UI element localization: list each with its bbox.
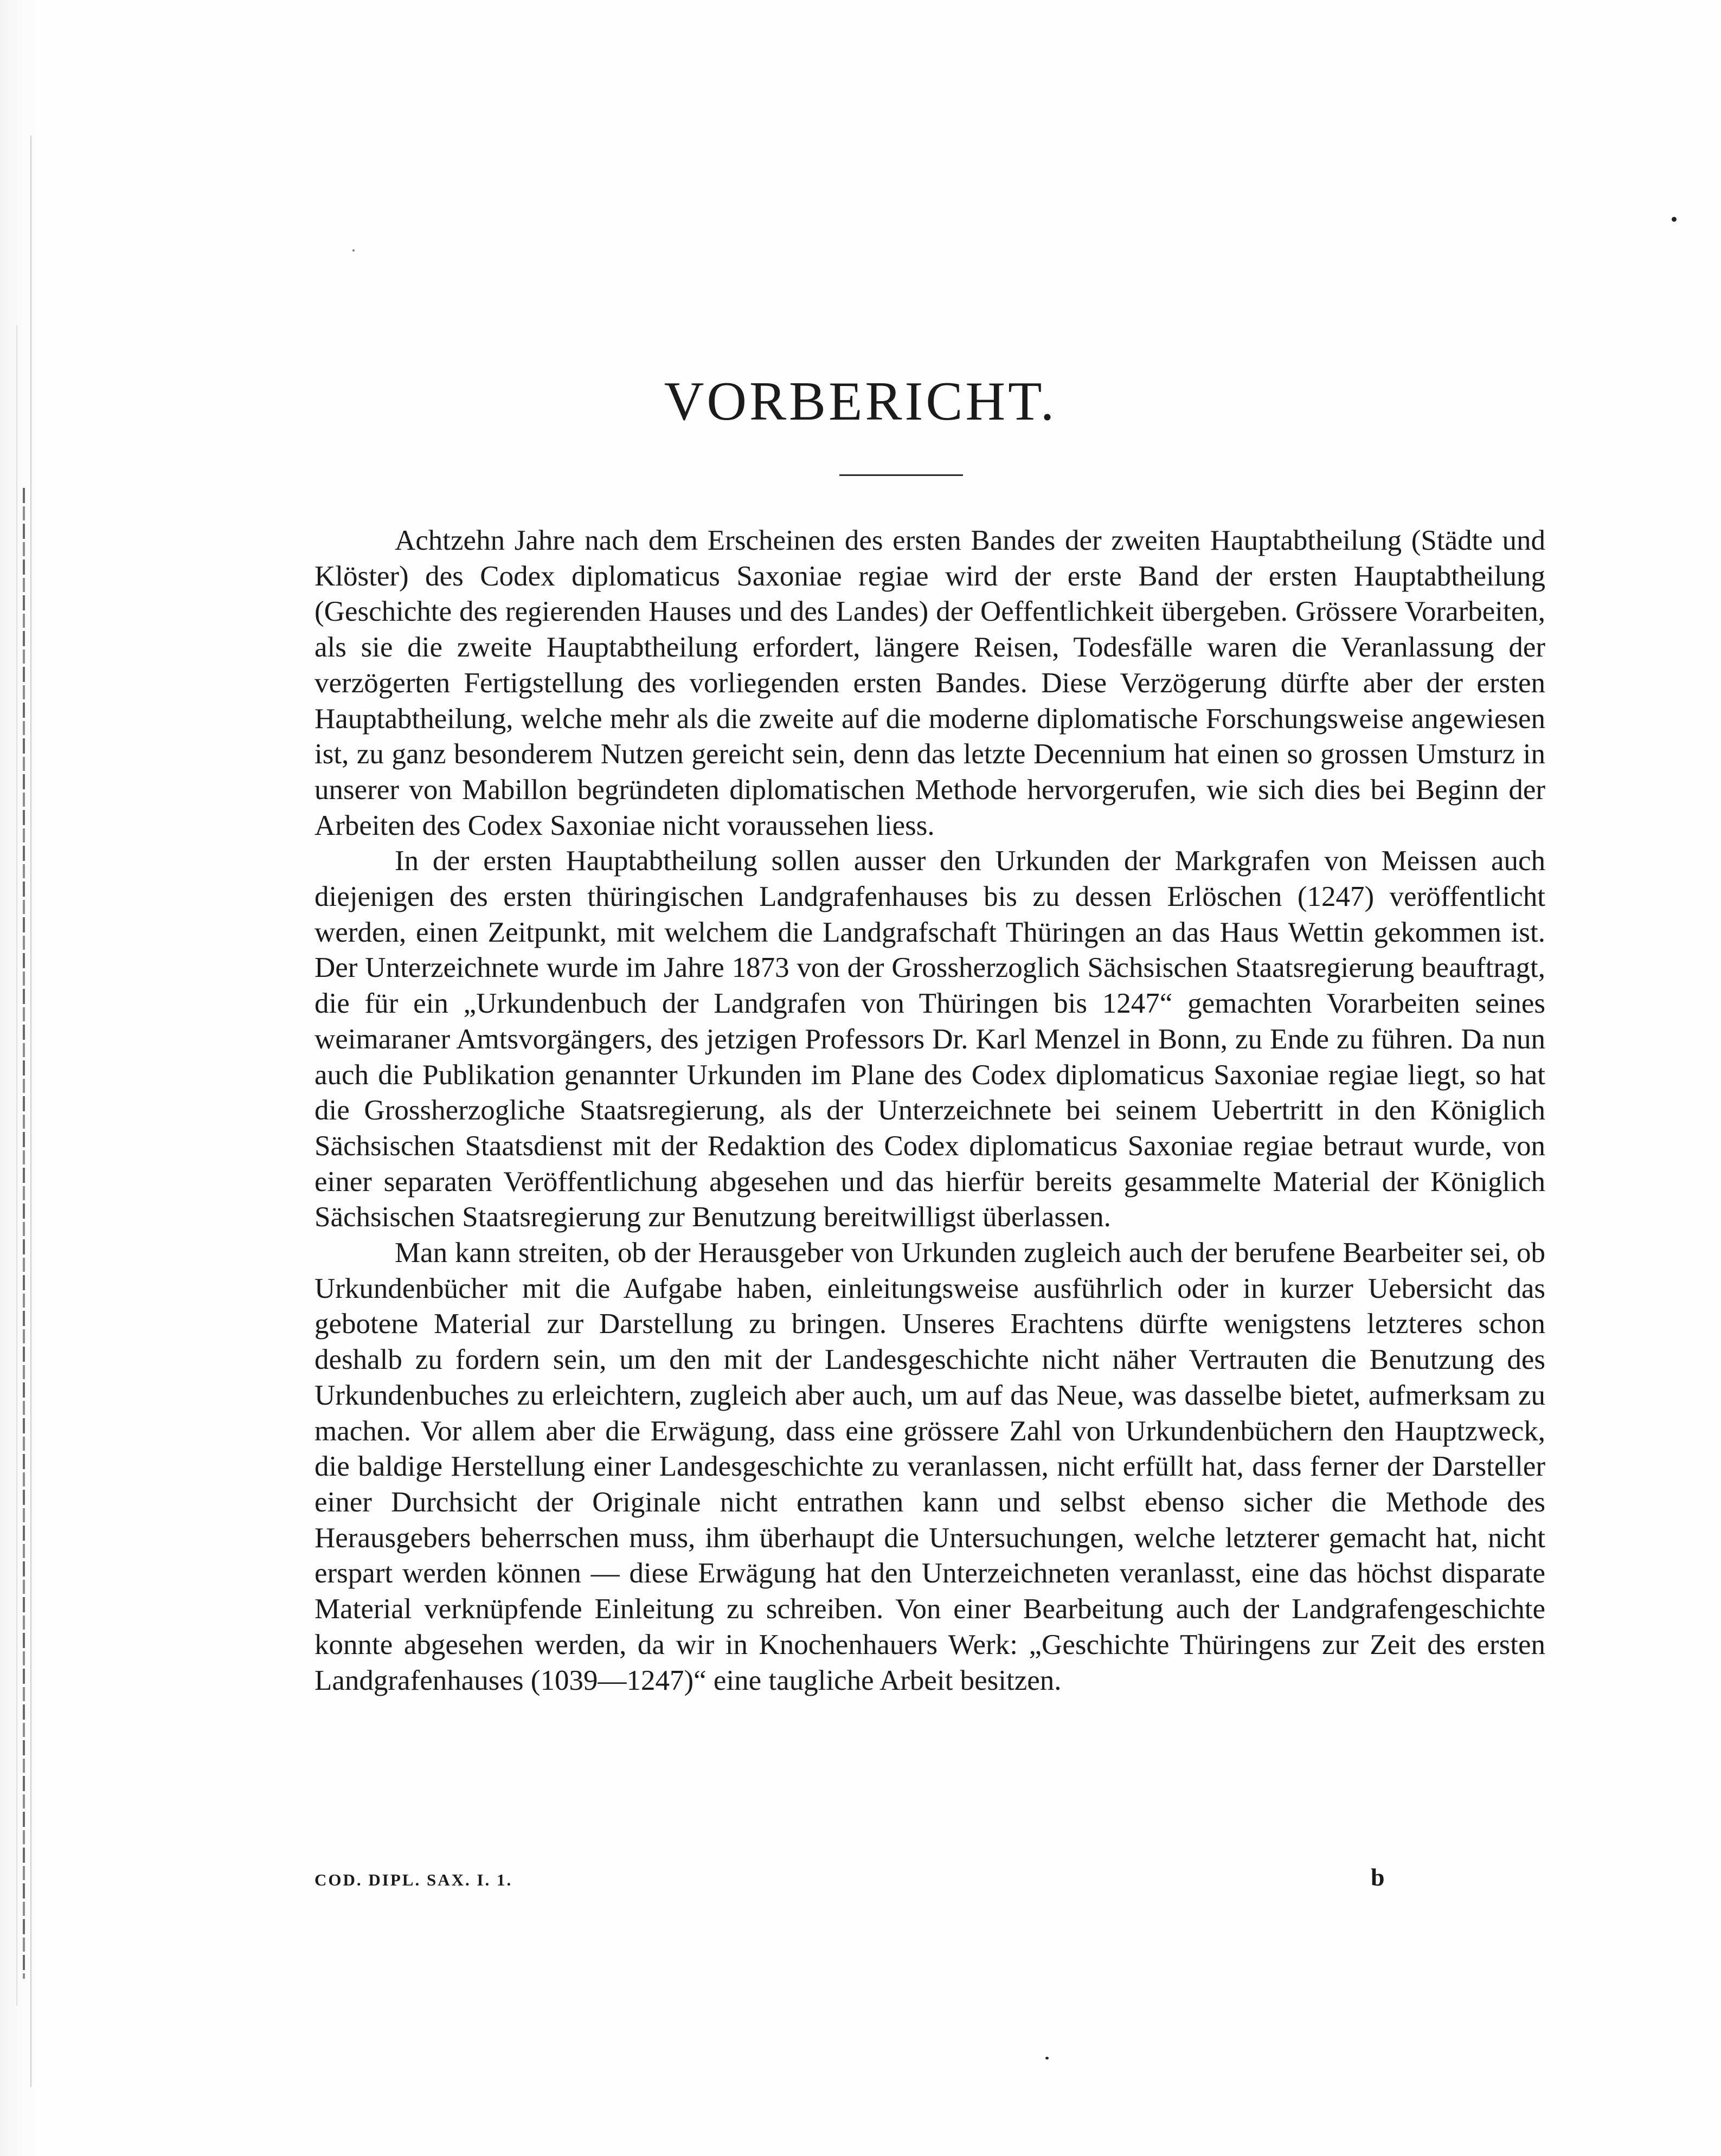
page-title: VORBERICHT. — [664, 371, 1057, 432]
binding-edge-line-faint — [16, 325, 17, 2006]
scan-speck — [1045, 2057, 1049, 2060]
sheet-mark: b — [1371, 1863, 1385, 1891]
paragraph: Achtzehn Jahre nach dem Erscheinen des ersten Bandes der zweiten Hauptabtheilung (Städte und Klöster) des Codex diplomaticus Saxoniae regiae wird der erste Band der ersten Hauptabtheilung (Geschichte des regierenden Hauses und des Landes) der Oeffentlichkeit übergeben. Grössere Vorarbeiten, als sie die zweite Hauptabtheilung erfordert, längere Reisen, Todesfälle waren die Veranlassung der verzögerten Fertigstellung des vorliegenden ersten Bandes. Diese Verzögerung dürfte aber der ersten Hauptabtheilung, welche mehr als die zweite auf die moderne diplomatische Forschungsweise angewiesen ist, zu ganz besonderem Nutzen gereicht sein, denn das letzte Decennium hat einen so grossen Umsturz in unserer von Mabillon begründeten diplomatischen Methode hervorgerufen, wie sich dies bei Beginn der Arbeiten des Codex Saxoniae nicht voraussehen liess. — [314, 525, 1545, 841]
signature-line: COD. DIPL. SAX. I. 1. — [314, 1870, 513, 1889]
paragraph: Man kann streiten, ob der Herausgeber von Urkunden zugleich auch der berufene Bearbeiter sei, ob Urkundenbücher mit die Aufgabe haben, einleitungsweise ausführlich oder in kurzer Uebersicht das gebotene Material zur Darstellung zu bringen. Unseres Erachtens dürfte wenigstens letzteres schon deshalb zu fordern sein, um den mit der Landesgeschichte nicht näher Vertrauten die Benutzung des Urkundenbuches zu erleichtern, zugleich aber auch, um auf das Neue, was dasselbe bietet, aufmerksam zu machen. Vor allem aber die Erwägung, dass eine grössere Zahl von Urkundenbüchern den Hauptzweck, die baldige Herstellung einer Landesgeschichte zu veranlassen, nicht erfüllt hat, dass ferner der Darsteller einer Durchsicht der Originale nicht entrathen kann und selbst ebenso sicher die Methode des Herausgebers beherrschen muss, ihm überhaupt die Untersuchungen, welche letzterer gemacht hat, nicht erspart werden können — diese Erwägung hat den Unterzeichneten veranlasst, eine das höchst disparate Material verknüpfende Einleitung zu schreiben. Von einer Bearbeitung auch der Landgrafengeschichte konnte abgesehen werden, da wir in Knochenhauers Werk: „Geschichte Thüringens zur Zeit des ersten Landgrafenhauses (1039—1247)“ eine taugliche Arbeit besitzen. — [314, 1237, 1545, 1696]
title-divider — [839, 474, 963, 476]
binding-gutter — [0, 0, 38, 2156]
binding-edge-shadow — [23, 488, 25, 1979]
paragraph: In der ersten Hauptabtheilung sollen ausser den Urkunden der Markgrafen von Meissen auch diejenigen des ersten thüringischen Landgrafenhauses bis zu dessen Erlöschen (1247) veröffentlicht werden, einen Zeitpunkt, mit welchem die Landgrafschaft Thüringen an das Haus Wettin gekommen ist. Der Unterzeichnete wurde im Jahre 1873 von der Grossherzoglich Sächsischen Staatsregierung beauftragt, die für ein „Urkundenbuch der Landgrafen von Thüringen bis 1247“ gemachten Vorarbeiten seines weimaraner Amtsvorgängers, des jetzigen Professors Dr. Karl Menzel in Bonn, zu Ende zu führen. Da nun auch die Publikation genannter Urkunden im Plane des Codex diplomaticus Saxoniae regiae liegt, so hat die Grossherzogliche Staatsregierung, als der Unterzeichnete bei seinem Uebertritt in den Königlich Sächsischen Staatsdienst mit der Redaktion des Codex diplomaticus Saxoniae regiae betraut wurde, von einer separaten Veröffentlichung abgesehen und das hierfür bereits gesammelte Material der Königlich Sächsischen Staatsregierung zur Benutzung bereitwilligst überlassen. — [314, 845, 1545, 1233]
scan-speck — [352, 249, 355, 252]
scan-speck — [1672, 217, 1677, 222]
body-text — [314, 523, 1545, 1698]
